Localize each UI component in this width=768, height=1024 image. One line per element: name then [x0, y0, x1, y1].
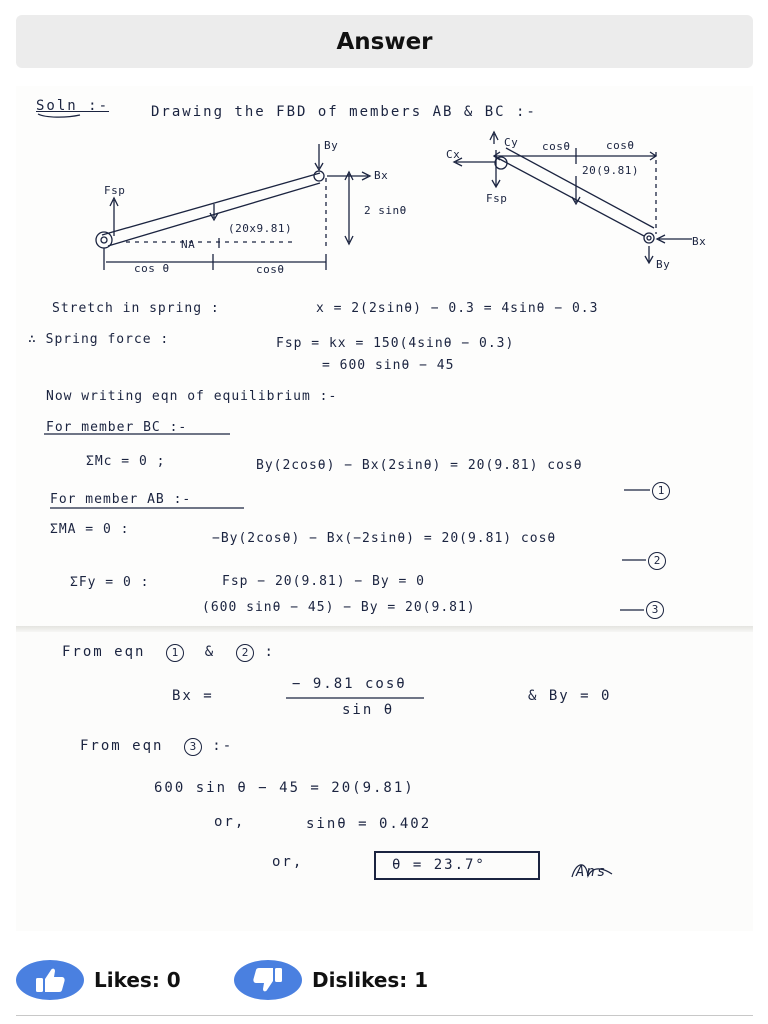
answer-header [16, 15, 753, 68]
stretch-label: Stretch in spring : [52, 301, 220, 316]
eq-number-2: 2 [648, 552, 666, 570]
bc-cos-left: cosθ [542, 140, 571, 153]
eq-marker-dashes [620, 490, 650, 610]
ab-height-label: 2 sinθ [364, 204, 407, 217]
moment-a-equation: −By(2cosθ) − Bx(−2sinθ) = 20(9.81) cosθ [212, 531, 557, 546]
bc-fsp-label: Fsp [486, 192, 508, 205]
theta-result: θ = 23.7° [392, 857, 486, 873]
force-y-label: ΣFy = 0 : [70, 575, 150, 590]
dislikes-count: Dislikes: 1 [312, 968, 429, 992]
answer-box [374, 851, 540, 880]
bc-cx-label: Cx [446, 148, 461, 161]
from-eq-1-2: From eqn 1 & 2 : [62, 644, 275, 660]
bc-by-label: By [656, 258, 671, 271]
spring-force-label: ∴ Spring force : [28, 332, 170, 347]
solution-sheet-2 [16, 632, 753, 931]
moment-a-label: ΣMA = 0 : [50, 522, 130, 537]
ab-cos-right: cosθ [256, 263, 285, 276]
likes-count: Likes: 0 [94, 968, 181, 992]
ab-fsp-label: Fsp [104, 184, 126, 197]
solution-label: Soln :- [36, 98, 110, 114]
member-ab-heading: For member AB :- [50, 492, 192, 507]
bx-numerator: − 9.81 cosθ [292, 676, 407, 692]
eq-600-sin: 600 sin θ − 45 = 20(9.81) [154, 780, 415, 796]
solution-sheet-1 [16, 86, 753, 626]
ab-na-label: NA [181, 238, 196, 251]
bx-denominator: sin θ [342, 702, 395, 718]
stretch-equation: x = 2(2sinθ) − 0.3 = 4sinθ − 0.3 [316, 301, 599, 316]
member-bc-heading: For member BC :- [46, 420, 188, 435]
equilibrium-intro: Now writing eqn of equilibrium :- [46, 389, 338, 404]
ab-cos-left: cos θ [134, 262, 170, 275]
fbd-intro: Drawing the FBD of members AB & BC :- [151, 104, 537, 120]
ans-mark: Ans [576, 864, 608, 880]
ab-load-label: (20x9.81) [228, 222, 293, 235]
bc-bx-label: Bx [692, 235, 707, 248]
force-y-equation: Fsp − 20(9.81) − By = 0 [222, 574, 426, 589]
spring-force-eq-2: = 600 sinθ − 45 [322, 358, 455, 373]
bc-load-label: 20(9.81) [582, 164, 639, 177]
handwritten-solution [16, 86, 753, 931]
eq-number-1: 1 [652, 482, 670, 500]
thumbs-up-icon[interactable] [16, 960, 84, 1000]
bx-lhs: Bx = [172, 688, 214, 704]
ab-by-label: By [324, 139, 339, 152]
bc-cos-right: cosθ [606, 139, 635, 152]
or-label-2: or, [272, 854, 304, 870]
thumbs-down-icon[interactable] [234, 960, 302, 1000]
bc-cy-label: Cy [504, 136, 519, 149]
vote-footer [0, 948, 768, 1024]
moment-c-equation: By(2cosθ) − Bx(2sinθ) = 20(9.81) cosθ [256, 458, 583, 473]
moment-c-label: ΣMc = 0 ; [86, 454, 166, 469]
spring-force-eq-1: Fsp = kx = 150(4sinθ − 0.3) [276, 336, 515, 351]
ab-bx-label: Bx [374, 169, 389, 182]
equation-3-line: (600 sinθ − 45) − By = 20(9.81) [202, 600, 476, 615]
answer-title: Answer [336, 28, 433, 55]
or-label-1: or, [214, 814, 246, 830]
dislike-button[interactable] [234, 960, 428, 1000]
by-result: & By = 0 [528, 688, 612, 704]
from-eq-3: From eqn 3 :- [80, 738, 234, 754]
eq-number-3: 3 [646, 601, 664, 619]
fbd-member-ab [96, 144, 370, 270]
footer-divider [16, 1015, 753, 1016]
sin-theta-result: sinθ = 0.402 [306, 816, 432, 832]
like-button[interactable] [16, 960, 181, 1000]
